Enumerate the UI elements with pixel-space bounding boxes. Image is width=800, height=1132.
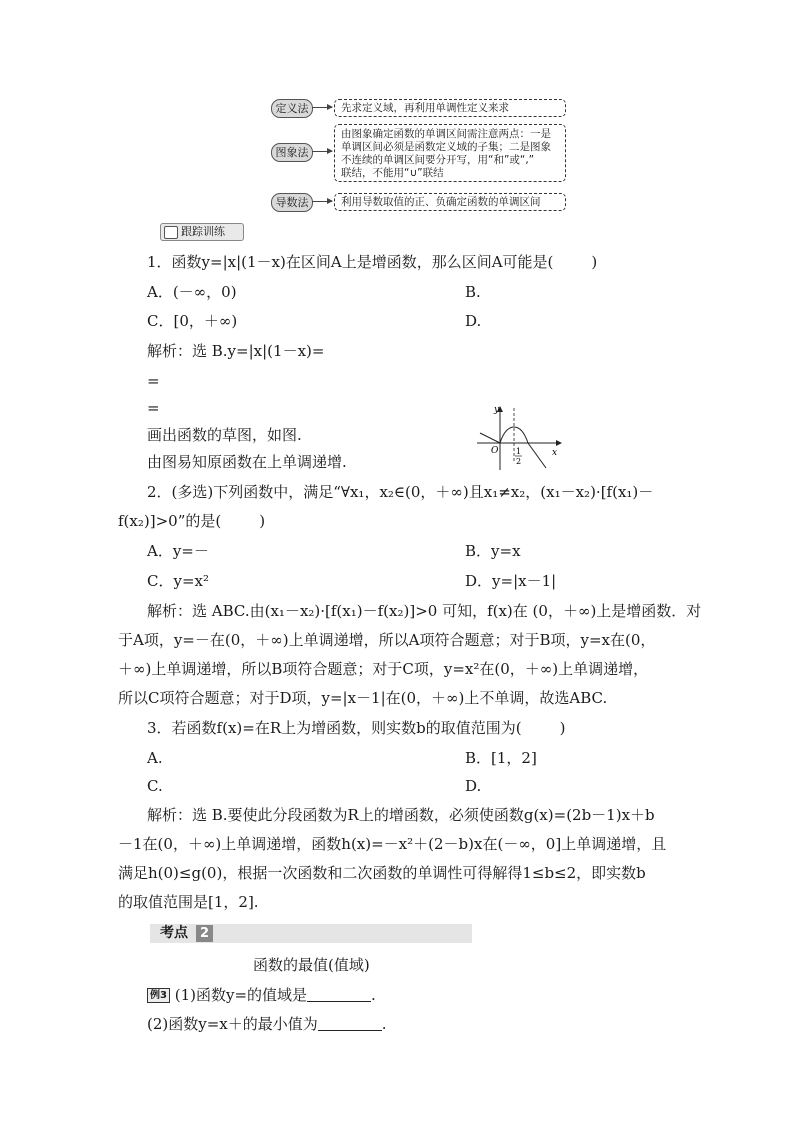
method-desc-definition — [334, 99, 566, 117]
arrow-definition — [312, 107, 332, 108]
method-label-derivative: 导数法 — [271, 193, 313, 212]
q1-solution-eq3: = — [147, 399, 160, 417]
method-desc-derivative-line: 利用导数取值的正、负确定函数的单调区间 — [341, 196, 541, 208]
q1-stem-text: 1．函数y=|x|(1－x)在区间A上是增函数，那么区间A可能是( — [147, 253, 554, 271]
example-tag: 例3 — [147, 988, 170, 1003]
method-desc-graph-line: 不连续的单调区间要分开写，用“和”或“,” — [341, 154, 535, 166]
example3-line2 — [147, 1014, 387, 1034]
q1-solution-line1: 解析：选 B.y=|x|(1－x)= — [147, 342, 325, 360]
section-number: 2 — [196, 925, 213, 942]
q1-solution-line4: 画出函数的草图，如图. — [147, 426, 302, 444]
example3-line2-text: (2)函数y=x＋的最小值为 — [147, 1015, 318, 1033]
example3-line1-end: . — [371, 986, 376, 1004]
q1-solution-eq2: = — [147, 372, 160, 390]
answer-blank-2[interactable] — [318, 1016, 382, 1031]
half-denominator: 2 — [516, 457, 522, 466]
function-curve — [480, 427, 546, 468]
q2-solution-line4: 所以C项符合题意；对于D项，y=|x－1|在(0，＋∞)上不单调，故选ABC. — [118, 689, 608, 707]
q2-solution-line2: 于A项，y=－在(0，＋∞)上单调递增，所以A项符合题意；对于B项，y=x在(0， — [118, 631, 656, 649]
q2-stem-line2 — [118, 511, 265, 531]
practice-tag — [160, 223, 244, 241]
example3-line1 — [147, 985, 376, 1005]
q3-solution-line3: 满足h(0)≤g(0)，根据一次函数和二次函数的单调性可得解得1≤b≤2，即实数b — [118, 864, 646, 882]
method-desc-graph-line: 联结，不能用“∪”联结 — [341, 167, 444, 179]
q3-paren-close: ) — [559, 719, 566, 737]
method-desc-graph-line: 单调区间必须是函数定义域的子集；二是图象 — [341, 141, 551, 153]
q1-stem — [147, 252, 597, 272]
q3-option-a: A. — [147, 749, 163, 767]
q2-solution-line3: ＋∞)上单调递增，所以B项符合题意；对于C项，y=x²在(0，＋∞)上单调递增， — [118, 660, 649, 678]
q3-option-c: C. — [147, 777, 163, 795]
q2-stem-line1: 2．(多选)下列函数中，满足“∀x₁，x₂∈(0，＋∞)且x₁≠x₂，(x₁－x₂)·[f(x₁)－ — [147, 483, 654, 501]
q3-option-d: D. — [465, 777, 482, 795]
q1-solution-line5: 由图易知原函数在上单调递增. — [147, 453, 347, 471]
arrow-graph — [312, 151, 332, 152]
q3-solution-line2: －1在(0，＋∞)上单调递增，函数h(x)=－x²＋(2－b)x在(－∞，0]上单调递增，且 — [118, 835, 667, 853]
method-desc-graph — [334, 124, 566, 182]
q1-option-b: B. — [465, 283, 481, 301]
q2-paren-close: ) — [259, 512, 266, 530]
q2-option-c: C．y=x² — [147, 572, 209, 590]
section-header-bar — [150, 924, 472, 943]
q1-option-d: D. — [465, 312, 482, 330]
section-title: 函数的最值(值域) — [253, 956, 370, 974]
section-label: 考点 — [160, 925, 188, 941]
q2-option-b: B．y=x — [465, 542, 521, 560]
x-axis-label: x — [552, 448, 558, 458]
answer-blank-1[interactable] — [307, 987, 371, 1002]
q2-option-a: A．y=－ — [147, 542, 209, 560]
q3-stem-text: 3．若函数f(x)=在R上为增函数，则实数b的取值范围为( — [147, 719, 522, 737]
q3-solution-line1: 解析：选 B.要使此分段函数为R上的增函数，必须使函数g(x)=(2b－1)x＋b — [147, 806, 655, 824]
q3-solution-line4: 的取值范围是[1，2]. — [118, 893, 259, 911]
q1-option-c: C．[0，＋∞) — [147, 312, 238, 330]
origin-label: O — [491, 446, 499, 456]
x-axis-arrow — [556, 440, 562, 446]
pencil-icon — [164, 226, 178, 239]
method-label-definition: 定义法 — [271, 99, 313, 118]
example3-line1-text: (1)函数y=的值域是 — [174, 986, 308, 1004]
method-label-graph: 图象法 — [271, 143, 313, 162]
practice-tag-label: 跟踪训练 — [181, 225, 225, 238]
q1-paren-close: ) — [591, 253, 598, 271]
q1-option-a: A．(－∞，0) — [147, 283, 237, 301]
method-desc-graph-line: 由图象确定函数的单调区间需注意两点：一是 — [341, 128, 551, 140]
y-axis-label: y — [494, 405, 500, 415]
method-desc-definition-line: 先求定义域，再利用单调性定义来求 — [341, 102, 509, 114]
q2-option-d: D．y=|x－1| — [465, 572, 557, 590]
example3-line2-end: . — [381, 1015, 387, 1033]
q3-stem — [147, 718, 565, 738]
method-desc-derivative — [334, 193, 566, 211]
q3-option-b: B．[1，2] — [465, 749, 537, 767]
q2-stem-line2-text: f(x₂)]>0”的是( — [118, 512, 222, 530]
arrow-derivative — [312, 201, 332, 202]
function-sketch-graph — [474, 400, 564, 475]
half-numerator: 1 — [516, 447, 522, 456]
q2-solution-line1: 解析：选 ABC.由(x₁－x₂)·[f(x₁)－f(x₂)]>0 可知，f(x)在 (0，＋∞)上是增函数．对 — [147, 602, 702, 620]
